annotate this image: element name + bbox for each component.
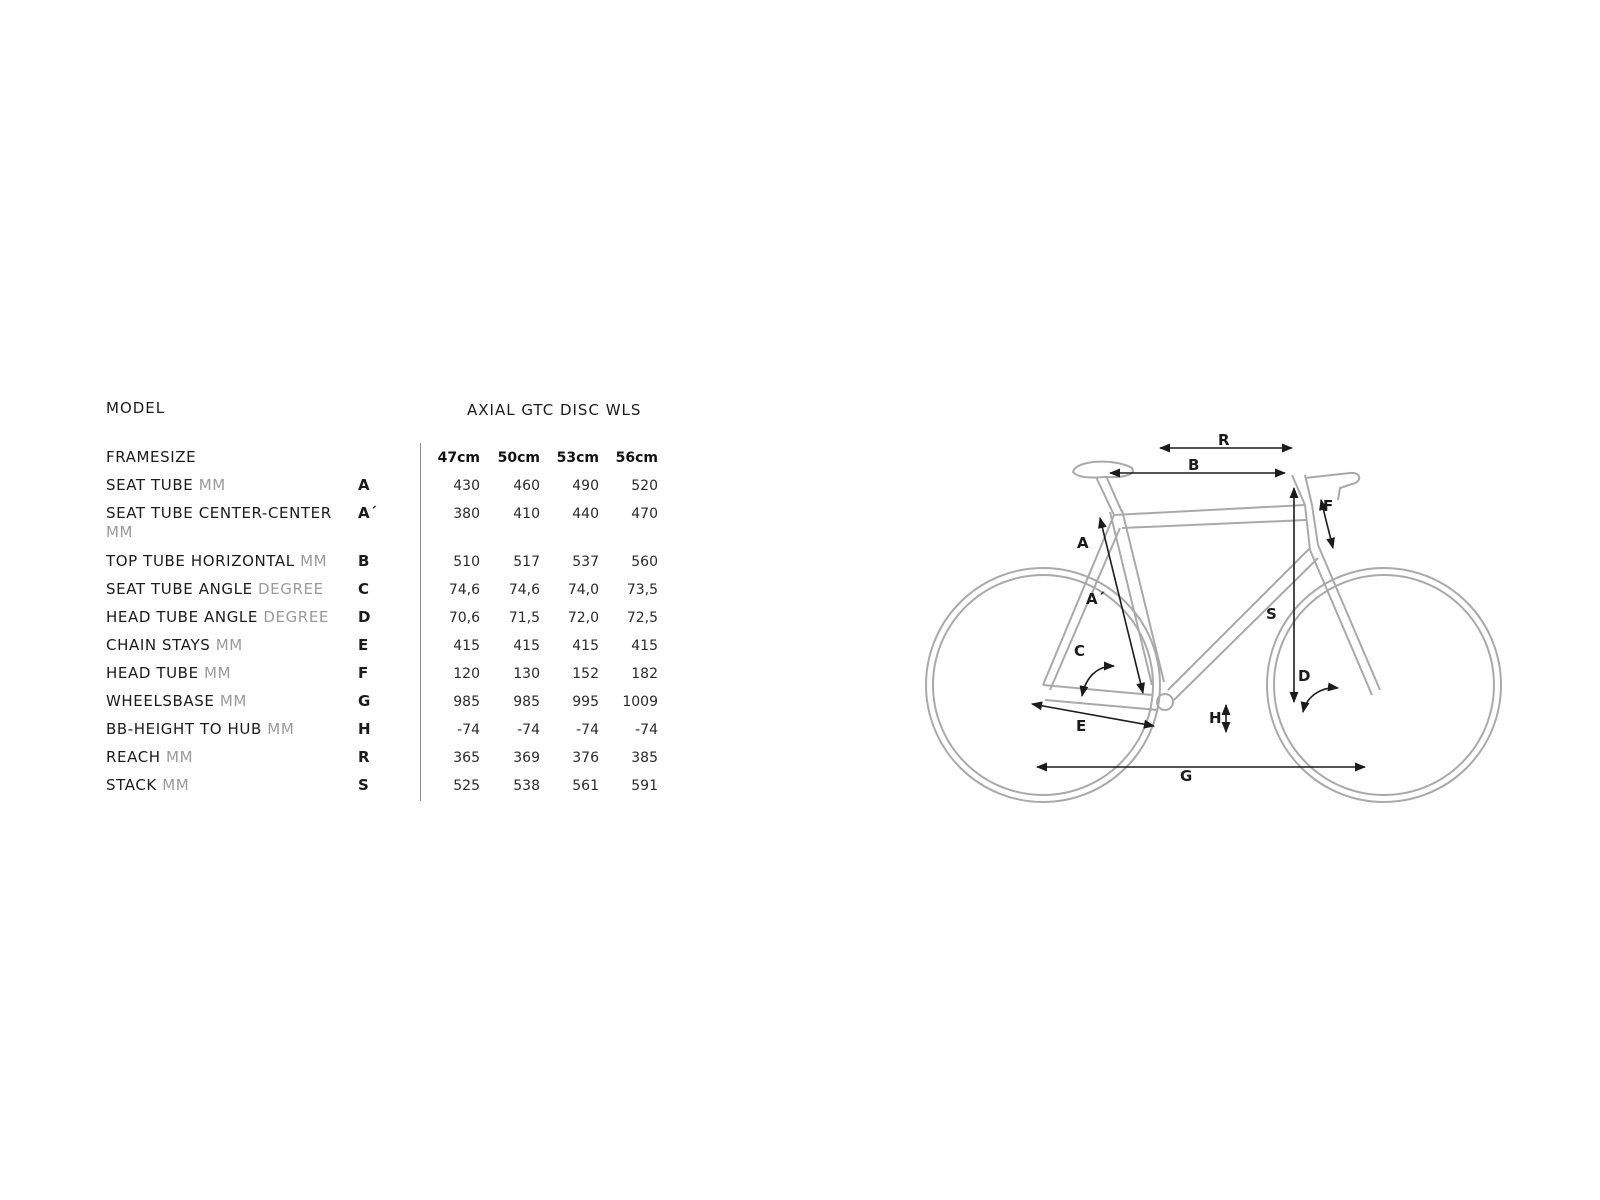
row-name: HEAD TUBE ANGLE: [106, 608, 258, 626]
row-value: 152: [572, 666, 599, 682]
row-code: B: [358, 552, 370, 570]
row-code: D: [358, 608, 371, 626]
row-value: 430: [453, 478, 480, 494]
row-name: REACH: [106, 748, 161, 766]
label-b: B: [1188, 456, 1200, 474]
framesize-label: FRAMESIZE: [106, 448, 197, 466]
model-name: AXIAL GTC DISC WLS: [467, 401, 642, 419]
row-value: 415: [513, 638, 540, 654]
row-unit: MM: [106, 523, 134, 541]
row-value: 74,6: [448, 582, 480, 598]
size-header: 56cm: [615, 450, 658, 466]
row-value: 538: [513, 778, 540, 794]
row-value: 182: [631, 666, 658, 682]
row-value: 1009: [622, 694, 658, 710]
row-value: 561: [572, 778, 599, 794]
row-unit: MM: [300, 552, 328, 570]
row-unit: MM: [162, 776, 190, 794]
row-value: 130: [513, 666, 540, 682]
row-value: 380: [453, 506, 480, 522]
row-unit: MM: [198, 476, 226, 494]
top-tube: [1114, 505, 1306, 528]
row-value: -74: [457, 722, 480, 738]
row-code: A: [358, 476, 370, 494]
row-value: 985: [513, 694, 540, 710]
row-value: 74,6: [508, 582, 540, 598]
head-tube: [1292, 475, 1318, 550]
row-value: 560: [631, 554, 658, 570]
row-value: 376: [572, 750, 599, 766]
seatpost: [1096, 476, 1122, 515]
row-value: 71,5: [508, 610, 540, 626]
row-value: 525: [453, 778, 480, 794]
label-f: F: [1323, 497, 1334, 515]
row-code: H: [358, 720, 371, 738]
down-tube: [1168, 548, 1318, 700]
row-value: 365: [453, 750, 480, 766]
row-unit: MM: [219, 692, 247, 710]
row-value: 460: [513, 478, 540, 494]
chain-stay: [1043, 685, 1158, 710]
label-d: D: [1298, 667, 1311, 685]
row-name: SEAT TUBE CENTER-CENTER: [106, 504, 332, 522]
row-value: 415: [572, 638, 599, 654]
row-unit: DEGREE: [263, 608, 329, 626]
model-label: MODEL: [106, 399, 166, 417]
row-value: 74,0: [567, 582, 599, 598]
label-s: S: [1266, 605, 1277, 623]
row-name: HEAD TUBE: [106, 664, 199, 682]
row-unit: MM: [166, 748, 194, 766]
bike-geometry-diagram: [900, 420, 1520, 820]
row-value: 510: [453, 554, 480, 570]
row-value: 415: [631, 638, 658, 654]
row-unit: MM: [215, 636, 243, 654]
row-value: 72,5: [626, 610, 658, 626]
row-unit: DEGREE: [258, 580, 324, 598]
row-code: A´: [358, 504, 378, 522]
size-header: 53cm: [556, 450, 599, 466]
row-value: 73,5: [626, 582, 658, 598]
row-code: S: [358, 776, 369, 794]
bike-frame: [926, 462, 1501, 802]
row-code: F: [358, 664, 369, 682]
row-value: 369: [513, 750, 540, 766]
label-e: E: [1076, 717, 1087, 735]
label-g: G: [1180, 767, 1193, 785]
size-header: 47cm: [437, 450, 480, 466]
row-name: STACK: [106, 776, 157, 794]
row-code: R: [358, 748, 370, 766]
row-value: -74: [517, 722, 540, 738]
row-code: G: [358, 692, 371, 710]
row-value: 385: [631, 750, 658, 766]
row-code: E: [358, 636, 369, 654]
label-a: A: [1077, 534, 1089, 552]
row-value: 985: [453, 694, 480, 710]
label-r: R: [1218, 431, 1230, 449]
row-value: -74: [635, 722, 658, 738]
row-value: 591: [631, 778, 658, 794]
row-unit: MM: [267, 720, 295, 738]
table-divider: [420, 443, 421, 801]
row-value: 537: [572, 554, 599, 570]
row-name: SEAT TUBE: [106, 476, 194, 494]
label-c: C: [1074, 642, 1086, 660]
row-unit: MM: [204, 664, 232, 682]
row-value: 70,6: [448, 610, 480, 626]
row-name: SEAT TUBE ANGLE: [106, 580, 253, 598]
row-value: -74: [576, 722, 599, 738]
fork: [1310, 545, 1380, 695]
label-a-prime: A´: [1086, 590, 1106, 608]
handlebar: [1305, 473, 1359, 500]
row-value: 72,0: [567, 610, 599, 626]
row-value: 490: [572, 478, 599, 494]
row-value: 440: [572, 506, 599, 522]
row-name: CHAIN STAYS: [106, 636, 211, 654]
label-h: H: [1209, 709, 1222, 727]
row-name: BB-HEIGHT TO HUB: [106, 720, 262, 738]
row-value: 415: [453, 638, 480, 654]
seat-tube: [1110, 510, 1164, 685]
head-angle-arrow: [1303, 688, 1338, 712]
row-name: TOP TUBE HORIZONTAL: [106, 552, 295, 570]
row-value: 120: [453, 666, 480, 682]
row-value: 470: [631, 506, 658, 522]
size-header: 50cm: [497, 450, 540, 466]
row-code: C: [358, 580, 370, 598]
row-value: 517: [513, 554, 540, 570]
row-value: 410: [513, 506, 540, 522]
row-value: 995: [572, 694, 599, 710]
row-name: WHEELSBASE: [106, 692, 215, 710]
row-value: 520: [631, 478, 658, 494]
saddle: [1073, 462, 1133, 478]
